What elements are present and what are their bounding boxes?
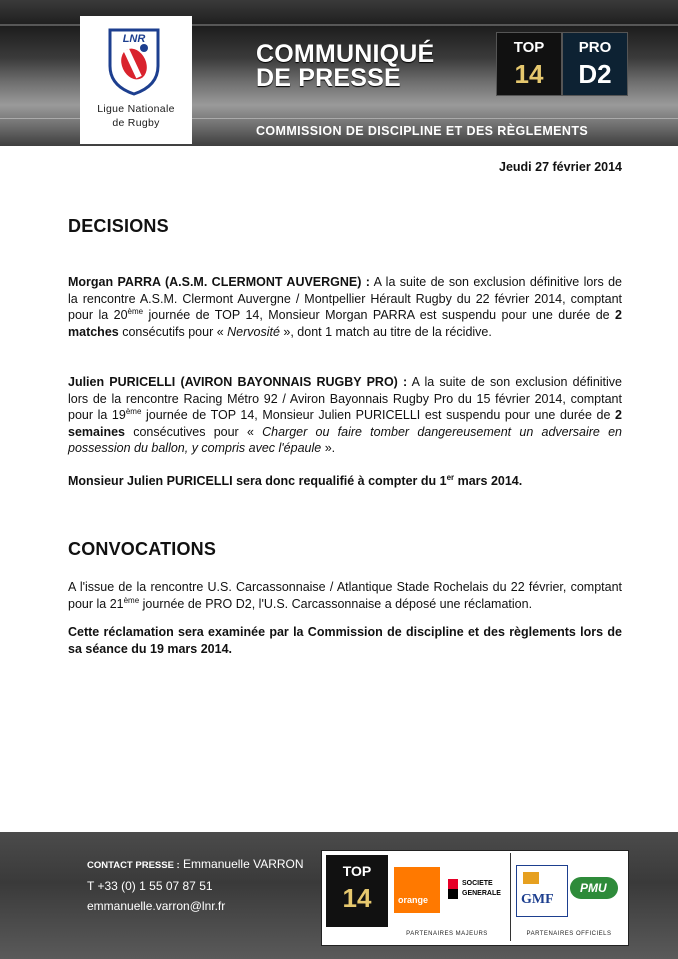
sponsor-top14-text: TOP bbox=[342, 863, 372, 879]
header-banner bbox=[0, 0, 678, 146]
convocation-complaint bbox=[68, 579, 622, 612]
prod2-logo-d2: D2 bbox=[578, 59, 612, 89]
sponsor-pmu-logo bbox=[570, 873, 622, 905]
prod2-logo-text: PRO bbox=[578, 39, 612, 56]
convocations-heading: CONVOCATIONS bbox=[68, 539, 217, 559]
top14-logo-text: TOP bbox=[513, 39, 545, 56]
text-segment: A la suite de son exclusion définitive lors de la rencontre Racing Métro 92 / Aviron Bayonnais Rugby Pro du 15 février 2014, comptant pour la 19 bbox=[68, 375, 623, 422]
sponsors-panel bbox=[321, 850, 629, 946]
offence-reason: Charger ou faire tomber dangereusement un adversaire en possession du ballon, y compris avec l'épaule bbox=[68, 424, 622, 455]
title-line1: COMMUNIQUÉ bbox=[256, 40, 435, 68]
decision-parra bbox=[68, 274, 622, 340]
text-segment: journée de TOP 14, Monsieur Julien PURICELLI est suspendu pour une durée de bbox=[141, 408, 616, 422]
sponsor-orange-logo bbox=[394, 867, 440, 913]
label-major-partners: PARTENAIRES MAJEURS bbox=[406, 931, 488, 937]
sg-black-square-icon bbox=[448, 889, 458, 899]
text-segment: Monsieur Julien PURICELLI sera donc requalifié à compter du 1 bbox=[68, 474, 447, 488]
sg-red-square-icon bbox=[448, 879, 458, 889]
text-segment: journée de TOP 14, Monsieur Morgan PARRA est suspendu pour une durée de bbox=[143, 308, 616, 322]
convocation-hearing: Cette réclamation sera examinée par la Commission de discipline et des règlements lors de sa séance du 19 mars 2014. bbox=[68, 625, 622, 656]
superscript: ème bbox=[123, 595, 140, 605]
sponsor-sg-text bbox=[462, 879, 501, 899]
superscript: ème bbox=[127, 306, 144, 316]
contact-phone: T +33 (0) 1 55 07 87 51 bbox=[87, 879, 213, 893]
decision-puricelli bbox=[68, 374, 622, 457]
contact-line bbox=[87, 854, 304, 876]
top14-logo-number: 14 bbox=[514, 59, 544, 89]
sponsor-sg-logo bbox=[446, 867, 508, 913]
contact-label: CONTACT PRESSE : bbox=[87, 860, 180, 871]
org-name-line1: Ligue Nationale bbox=[97, 103, 175, 115]
org-name bbox=[80, 102, 192, 130]
page-title bbox=[256, 42, 434, 90]
decisions-heading: DECISIONS bbox=[68, 216, 169, 236]
text-segment: A la suite de son exclusion définitive lors de la rencontre A.S.M. Clermont Auvergne / Montpellier Hérault Rugby du 22 février 2014, comptant pour la 20 bbox=[68, 275, 622, 322]
contact-name: Emmanuelle VARRON bbox=[179, 857, 304, 871]
text-segment: consécutifs pour « bbox=[118, 324, 228, 339]
sponsor-top14-number: 14 bbox=[342, 883, 372, 913]
sponsor-gmf-logo bbox=[516, 865, 568, 917]
top14-logo bbox=[496, 32, 562, 96]
superscript: ème bbox=[125, 406, 142, 416]
footer bbox=[0, 832, 678, 959]
document-date: Jeudi 27 février 2014 bbox=[499, 160, 622, 174]
prod2-logo bbox=[562, 32, 628, 96]
suspension-duration: 2 semaines bbox=[68, 408, 622, 439]
gmf-emblem-icon bbox=[523, 872, 539, 884]
offence-reason: Nervosité bbox=[227, 324, 280, 339]
sponsor-gmf-text: GMF bbox=[521, 892, 554, 907]
sponsor-orange-text: orange bbox=[398, 895, 429, 905]
sg-line2: GENERALE bbox=[462, 890, 501, 897]
text-segment: A l'issue de la rencontre U.S. Carcassonnaise / Atlantique Stade Rochelais du 22 février, comptant pour la 21 bbox=[68, 580, 622, 611]
page-subtitle: COMMISSION DE DISCIPLINE ET DES RÈGLEMENTS bbox=[256, 124, 589, 138]
text-segment: ». bbox=[321, 441, 336, 455]
suspension-duration: 2 matches bbox=[68, 308, 622, 339]
text-segment: consécutives pour « bbox=[124, 424, 263, 439]
player-name: Morgan PARRA (A.S.M. CLERMONT AUVERGNE) : bbox=[68, 275, 370, 289]
sponsor-top14-logo bbox=[326, 855, 388, 927]
contact-email[interactable]: emmanuelle.varron@lnr.fr bbox=[87, 899, 226, 913]
text-segment: mars 2014. bbox=[454, 474, 523, 488]
sg-line1: SOCIETE bbox=[462, 880, 493, 887]
superscript: er bbox=[446, 472, 455, 482]
label-official-partners: PARTENAIRES OFFICIELS bbox=[526, 931, 612, 937]
requalification-note bbox=[68, 473, 622, 490]
lnr-emblem-icon bbox=[106, 26, 162, 96]
text-segment: journée de PRO D2, l'U.S. Carcassonnaise a déposé une réclamation. bbox=[139, 596, 533, 611]
sponsor-divider bbox=[510, 853, 511, 941]
sponsor-pmu-text: PMU bbox=[580, 881, 607, 895]
svg-text:LNR: LNR bbox=[122, 33, 146, 45]
text-segment: », dont 1 match au titre de la récidive. bbox=[279, 324, 492, 339]
org-name-line2: de Rugby bbox=[112, 117, 160, 129]
press-contact bbox=[87, 854, 304, 916]
title-line2: DE PRESSE bbox=[256, 64, 401, 92]
player-name: Julien PURICELLI (AVIRON BAYONNAIS RUGBY PRO) : bbox=[68, 375, 408, 389]
lnr-logo bbox=[80, 16, 192, 144]
